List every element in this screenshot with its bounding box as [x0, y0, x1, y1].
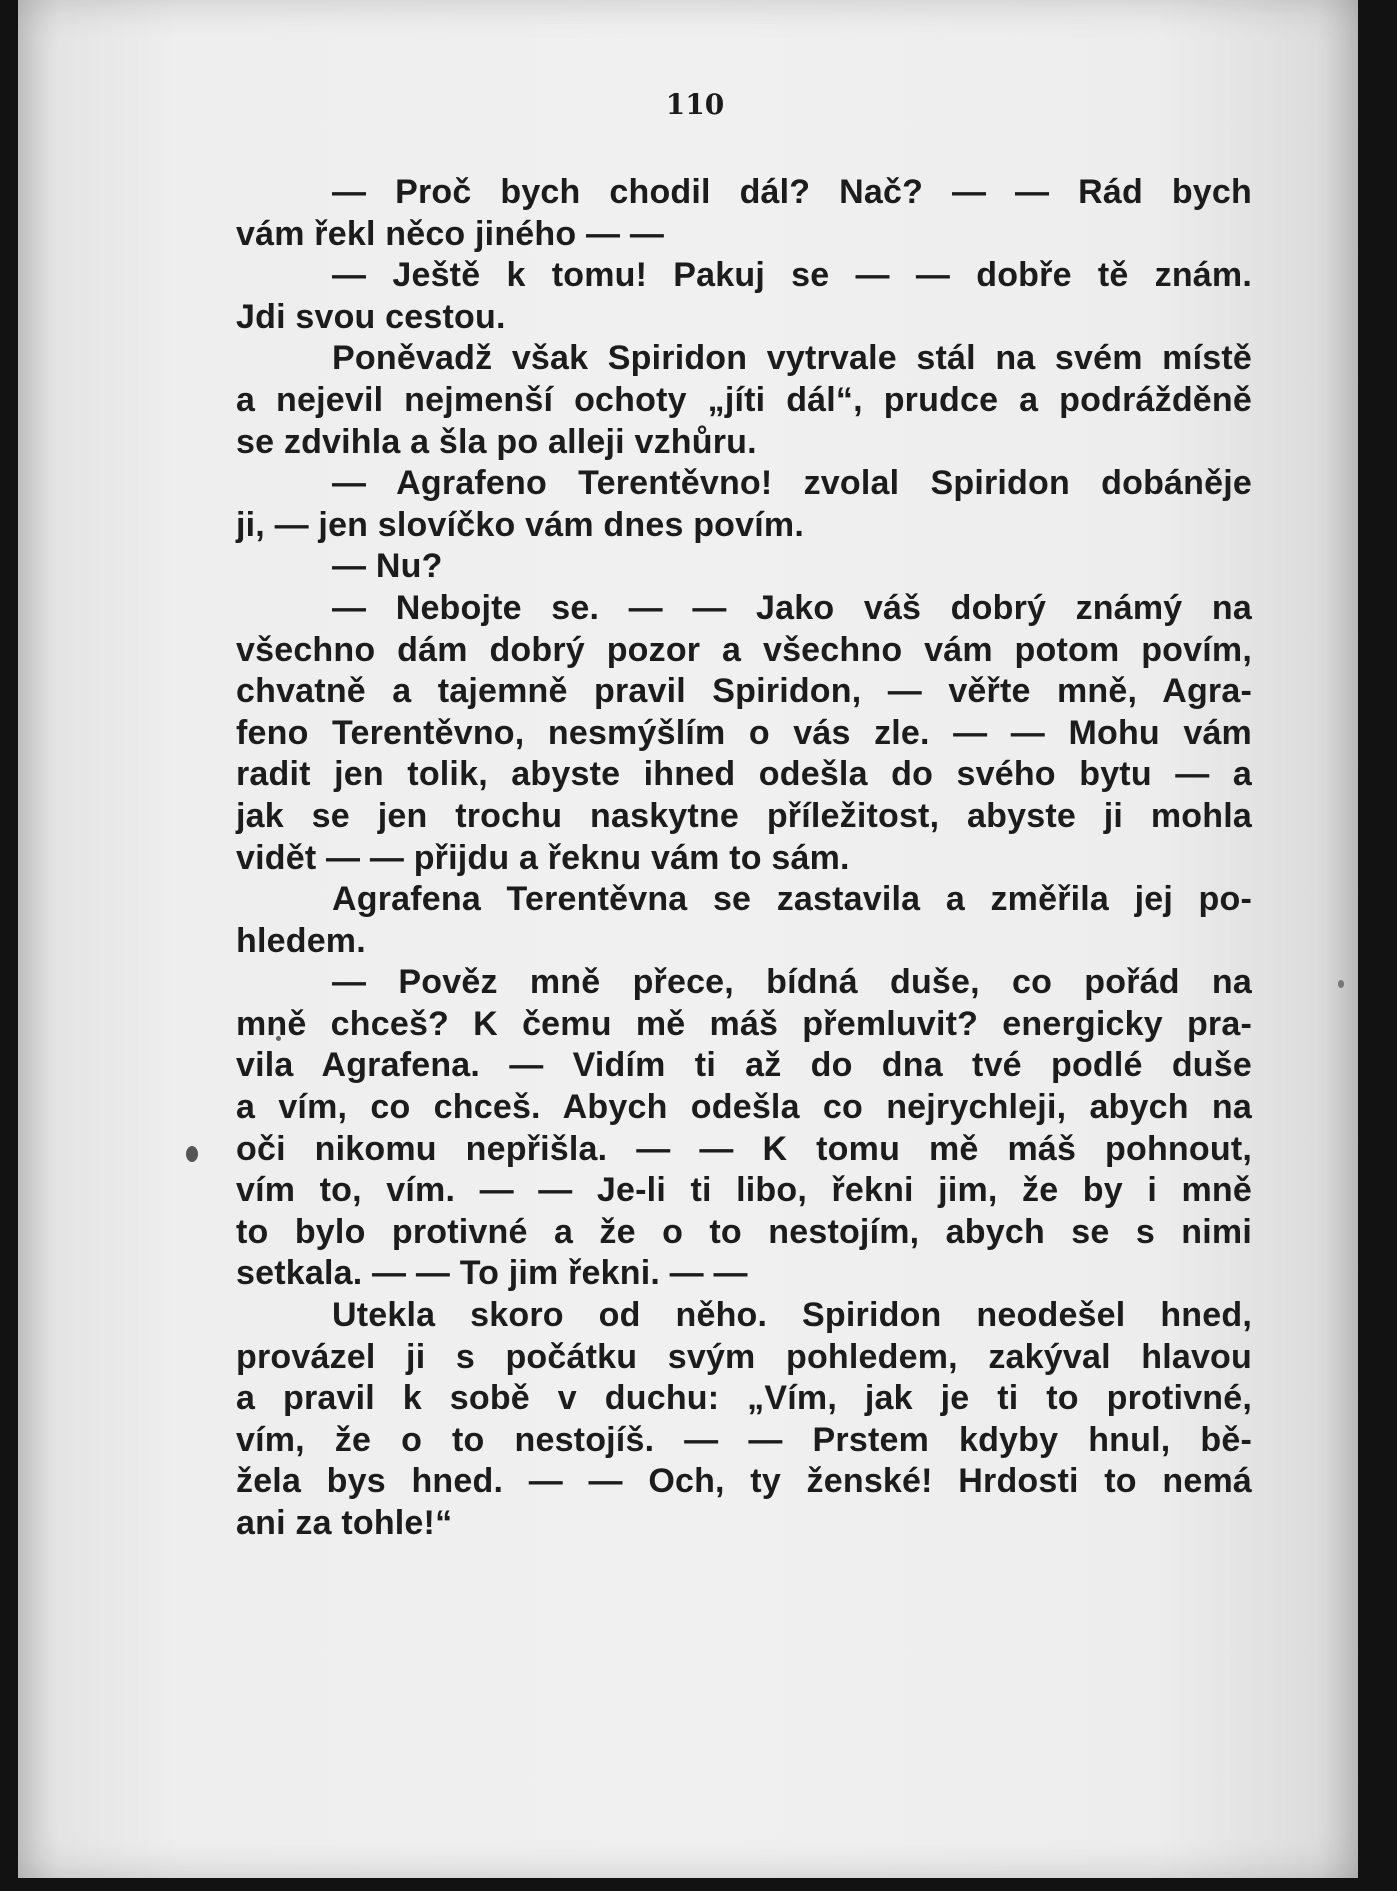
text-line: provázel ji s počátku svým pohledem, zakýval hlavou	[236, 1337, 1252, 1376]
text-line: Agrafena Terentěvna se zastavila a změřila jej po-	[332, 880, 1252, 919]
text-line: ji, — jen slovíčko vám dnes povím.	[236, 505, 804, 544]
print-speck	[1338, 980, 1344, 988]
text-line: — Ještě k tomu! Pakuj se — — dobře tě znám.	[332, 256, 1252, 295]
text-line: — Pověz mně přece, bídná duše, co pořád na	[332, 963, 1252, 1002]
text-line: setkala. — — To jim řekni. — —	[236, 1254, 748, 1293]
body-text	[236, 172, 1252, 1545]
text-line: — Nu?	[332, 547, 443, 586]
text-line: se zdvihla a šla po alleji vzhůru.	[236, 422, 757, 461]
text-line: Utekla skoro od něho. Spiridon neodešel hned,	[332, 1296, 1252, 1335]
text-line: radit jen tolik, abyste ihned odešla do svého bytu — a	[236, 755, 1252, 794]
book-page	[18, 0, 1358, 1878]
text-line: ani za tohle!“	[236, 1504, 453, 1542]
text-line: — Proč bych chodil dál? Nač? — — Rád bych	[332, 173, 1252, 211]
text-line: mně chceš? K čemu mě máš přemluvit? energicky pra-	[236, 1004, 1252, 1043]
text-line: žela bys hned. — — Och, ty ženské! Hrdosti to nemá	[236, 1462, 1252, 1501]
text-line: hledem.	[236, 921, 366, 960]
text-line: — Agrafeno Terentěvno! zvolal Spiridon dobáněje	[332, 464, 1252, 503]
text-line: jak se jen trochu naskytne příležitost, abyste ji mohla	[236, 796, 1252, 835]
print-speck	[186, 1146, 198, 1162]
text-line: vidět — — přijdu a řeknu vám to sám.	[236, 838, 850, 877]
text-line: a pravil k sobě v duchu: „Vím, jak je ti to protivné,	[236, 1379, 1252, 1418]
text-line: feno Terentěvno, nesmýšlím o vás zle. — — Mohu vám	[236, 713, 1252, 752]
text-line: vám řekl něco jiného — —	[236, 214, 665, 253]
text-line: vila Agrafena. — Vidím ti až do dna tvé podlé duše	[236, 1046, 1252, 1085]
text-line: chvatně a tajemně pravil Spiridon, — věřte mně, Agra-	[236, 672, 1252, 711]
text-line: oči nikomu nepřišla. — — K tomu mě máš pohnout,	[236, 1129, 1252, 1168]
text-line: Poněvadž však Spiridon vytrvale stál na svém místě	[332, 339, 1252, 378]
text-line: Jdi svou cestou.	[236, 297, 506, 336]
page-number: 110	[665, 88, 725, 121]
text-line: vím, že o to nestojíš. — — Prstem kdyby hnul, bě-	[236, 1420, 1252, 1459]
text-line: to bylo protivné a že o to nestojím, abych se s nimi	[236, 1212, 1252, 1251]
text-line: — Nebojte se. — — Jako váš dobrý známý na	[332, 588, 1252, 627]
text-line: vím to, vím. — — Je-li ti libo, řekni jim, že by i mně	[236, 1171, 1252, 1210]
text-line: a vím, co chceš. Abych odešla co nejrychleji, abych na	[236, 1088, 1252, 1127]
text-line: všechno dám dobrý pozor a všechno vám potom povím,	[236, 630, 1252, 669]
text-line: a nejevil nejmenší ochoty „jíti dál“, prudce a podrážděně	[236, 380, 1252, 419]
